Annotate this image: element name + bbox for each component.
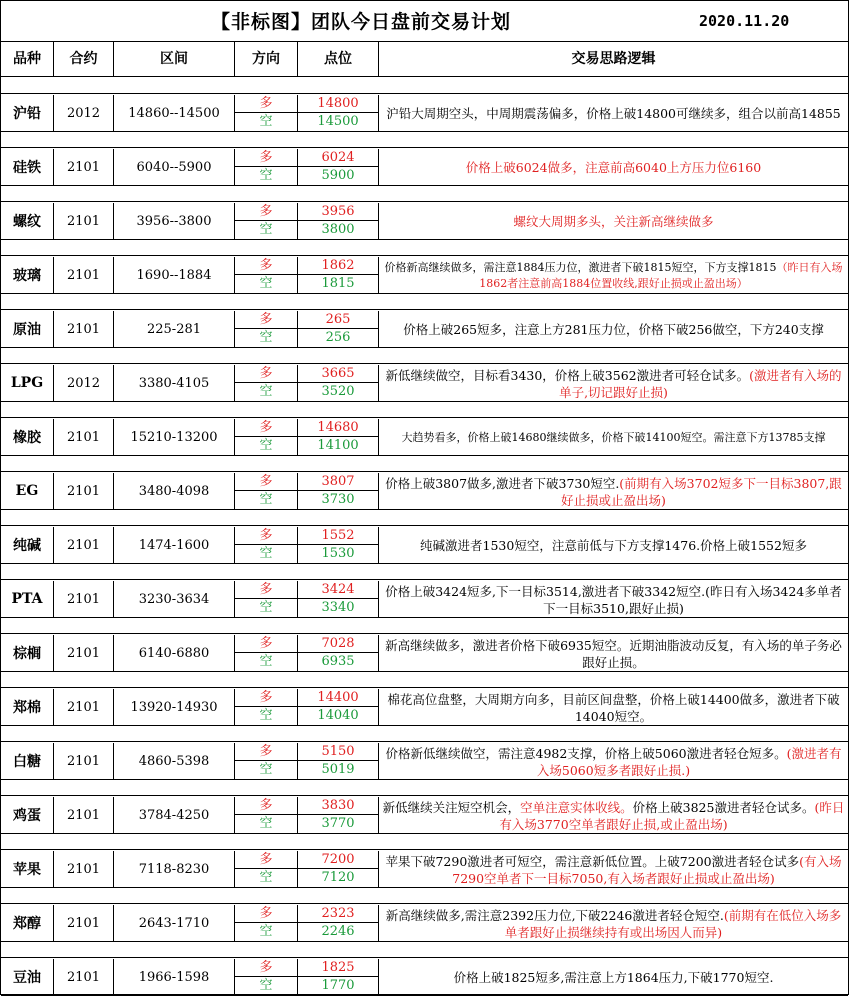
logic-cell bbox=[379, 203, 848, 239]
logic-cell bbox=[379, 95, 848, 131]
long-direction-label: 多 bbox=[235, 257, 297, 275]
variety-cell: 橡胶 bbox=[1, 419, 54, 455]
short-direction-label: 空 bbox=[259, 276, 273, 291]
contract-cell: 2101 bbox=[54, 203, 114, 239]
logic-text bbox=[382, 798, 845, 833]
long-level-value: 2323 bbox=[298, 905, 378, 923]
contract-cell: 2101 bbox=[54, 419, 114, 455]
long-direction-label: 多 bbox=[235, 149, 297, 167]
short-direction-label: 空 bbox=[259, 600, 273, 615]
column-header-row bbox=[1, 42, 848, 77]
logic-cell bbox=[379, 635, 848, 671]
short-direction-label: 空 bbox=[259, 114, 273, 129]
logic-cell bbox=[379, 743, 848, 779]
table-row bbox=[1, 743, 848, 780]
level-cell bbox=[298, 581, 379, 617]
logic-segment: 棉花高位盘整，大周期方向多，目前区间盘整，价格上破14400做多，激进者下破14040短空。 bbox=[387, 691, 840, 724]
logic-segment: 空单注意实体收线。 bbox=[520, 799, 633, 815]
long-direction-label: 多 bbox=[235, 689, 297, 707]
range-cell: 6040--5900 bbox=[114, 149, 235, 185]
table-row bbox=[1, 473, 848, 510]
variety-cell: PTA bbox=[1, 581, 54, 617]
long-level-value: 3665 bbox=[298, 365, 378, 383]
row-separator bbox=[1, 633, 848, 634]
short-level-value: 6935 bbox=[321, 654, 355, 669]
direction-cell bbox=[235, 905, 298, 941]
logic-segment: (激进者有入场5060短多者跟好止损.) bbox=[536, 745, 842, 778]
direction-cell bbox=[235, 743, 298, 779]
short-direction-label: 空 bbox=[259, 168, 273, 183]
direction-cell bbox=[235, 635, 298, 671]
table-row bbox=[1, 365, 848, 402]
long-level-value: 14680 bbox=[298, 419, 378, 437]
logic-cell bbox=[379, 311, 848, 347]
variety-cell: 郑棉 bbox=[1, 689, 54, 725]
direction-cell bbox=[235, 473, 298, 509]
short-level-value: 3340 bbox=[321, 600, 355, 615]
long-direction-label: 多 bbox=[235, 905, 297, 923]
level-cell bbox=[298, 149, 379, 185]
logic-segment: 纯碱激进者1530短空，注意前低与下方支撑1476.价格上破1552短多 bbox=[420, 538, 807, 553]
level-cell bbox=[298, 959, 379, 995]
logic-cell bbox=[379, 527, 848, 563]
logic-cell bbox=[379, 419, 848, 455]
row-separator bbox=[1, 93, 848, 94]
long-level-value: 5150 bbox=[298, 743, 378, 761]
logic-segment: 新低继续做空，目标看3430，价格上破3562激进者可轻仓试多。 bbox=[385, 367, 750, 383]
logic-segment: (有入场7290空单者下一目标7050,有入场者跟好止损或止盈出场) bbox=[452, 853, 842, 886]
logic-text bbox=[382, 852, 845, 887]
variety-cell: 硅铁 bbox=[1, 149, 54, 185]
logic-text bbox=[382, 474, 845, 509]
row-separator bbox=[1, 849, 848, 850]
short-level-value: 3800 bbox=[321, 222, 355, 237]
row-separator bbox=[1, 417, 848, 418]
table-row bbox=[1, 959, 848, 996]
range-cell: 1474-1600 bbox=[114, 527, 235, 563]
range-cell: 14860--14500 bbox=[114, 95, 235, 131]
logic-segment: (昨日有入场3770空单者跟好止损,或止盈出场) bbox=[499, 799, 845, 832]
level-cell bbox=[298, 311, 379, 347]
logic-segment: 价格上破3807做多,激进者下破3730短空. bbox=[385, 475, 620, 491]
short-direction-label: 空 bbox=[259, 708, 273, 723]
header-variety: 品种 bbox=[1, 42, 54, 76]
range-cell: 6140-6880 bbox=[114, 635, 235, 671]
long-direction-label: 多 bbox=[235, 95, 297, 113]
logic-cell bbox=[379, 851, 848, 887]
short-level-value: 2246 bbox=[321, 924, 355, 939]
short-level-value: 3520 bbox=[321, 384, 355, 399]
short-level-value: 5900 bbox=[321, 168, 355, 183]
logic-text bbox=[382, 96, 845, 131]
range-cell: 1690--1884 bbox=[114, 257, 235, 293]
direction-cell bbox=[235, 419, 298, 455]
logic-text bbox=[382, 150, 845, 185]
row-separator bbox=[1, 471, 848, 472]
short-direction-label: 空 bbox=[259, 438, 273, 453]
level-cell bbox=[298, 743, 379, 779]
logic-text bbox=[382, 312, 845, 347]
long-direction-label: 多 bbox=[235, 581, 297, 599]
row-separator bbox=[1, 255, 848, 256]
short-level-value: 3770 bbox=[321, 816, 355, 831]
header-range: 区间 bbox=[114, 42, 235, 76]
direction-cell bbox=[235, 149, 298, 185]
contract-cell: 2101 bbox=[54, 851, 114, 887]
range-cell: 15210-13200 bbox=[114, 419, 235, 455]
header-level: 点位 bbox=[298, 42, 379, 76]
long-level-value: 3830 bbox=[298, 797, 378, 815]
short-level-value: 1815 bbox=[321, 276, 355, 291]
short-level-value: 14500 bbox=[317, 114, 359, 129]
row-separator bbox=[1, 903, 848, 904]
level-cell bbox=[298, 527, 379, 563]
level-cell bbox=[298, 203, 379, 239]
long-level-value: 3807 bbox=[298, 473, 378, 491]
logic-segment: 价格上破265短多，注意上方281压力位，价格下破256做空，下方240支撑 bbox=[403, 322, 824, 337]
logic-segment: 价格新高继续做多，需注意1884压力位，激进者下破1815短空，下方支撑1815 bbox=[384, 260, 777, 274]
variety-cell: 白糖 bbox=[1, 743, 54, 779]
range-cell: 7118-8230 bbox=[114, 851, 235, 887]
logic-cell bbox=[379, 905, 848, 941]
row-separator bbox=[1, 795, 848, 796]
logic-segment: （昨日有入场1862者注意前高1884位置收线,跟好止损或止盈出场） bbox=[479, 260, 843, 290]
row-separator bbox=[1, 687, 848, 688]
contract-cell: 2101 bbox=[54, 797, 114, 833]
contract-cell: 2101 bbox=[54, 689, 114, 725]
logic-segment: 价格上破1825短多,需注意上方1864压力,下破1770短空. bbox=[453, 970, 774, 985]
logic-cell bbox=[379, 959, 848, 995]
short-direction-label: 空 bbox=[259, 924, 273, 939]
logic-segment: 新低继续关注短空机会， bbox=[382, 799, 521, 815]
variety-cell: 原油 bbox=[1, 311, 54, 347]
direction-cell bbox=[235, 689, 298, 725]
range-cell: 1966-1598 bbox=[114, 959, 235, 995]
long-level-value: 14800 bbox=[298, 95, 378, 113]
range-cell: 225-281 bbox=[114, 311, 235, 347]
contract-cell: 2101 bbox=[54, 527, 114, 563]
table-row bbox=[1, 95, 848, 132]
contract-cell: 2101 bbox=[54, 149, 114, 185]
logic-segment: 新高继续做多，激进者价格下破6935短空。近期油脂波动反复，有入场的单子务必跟好止损。 bbox=[385, 637, 842, 670]
logic-cell bbox=[379, 473, 848, 509]
logic-text bbox=[382, 528, 845, 563]
range-cell: 3784-4250 bbox=[114, 797, 235, 833]
direction-cell bbox=[235, 203, 298, 239]
title-bar bbox=[1, 1, 848, 42]
level-cell bbox=[298, 797, 379, 833]
logic-text bbox=[382, 258, 845, 293]
range-cell: 3480-4098 bbox=[114, 473, 235, 509]
level-cell bbox=[298, 905, 379, 941]
direction-cell bbox=[235, 95, 298, 131]
long-direction-label: 多 bbox=[235, 311, 297, 329]
logic-text bbox=[382, 906, 845, 941]
direction-cell bbox=[235, 851, 298, 887]
long-direction-label: 多 bbox=[235, 743, 297, 761]
level-cell bbox=[298, 473, 379, 509]
row-separator bbox=[1, 201, 848, 202]
short-level-value: 14100 bbox=[317, 438, 359, 453]
direction-cell bbox=[235, 527, 298, 563]
logic-text bbox=[382, 420, 845, 455]
long-level-value: 1552 bbox=[298, 527, 378, 545]
range-cell: 4860-5398 bbox=[114, 743, 235, 779]
logic-cell bbox=[379, 797, 848, 833]
logic-text bbox=[382, 366, 845, 401]
header-logic: 交易思路逻辑 bbox=[571, 51, 656, 67]
contract-cell: 2101 bbox=[54, 743, 114, 779]
row-separator bbox=[1, 525, 848, 526]
contract-cell: 2101 bbox=[54, 311, 114, 347]
short-direction-label: 空 bbox=[259, 870, 273, 885]
table-row bbox=[1, 257, 848, 294]
logic-text bbox=[382, 690, 845, 725]
logic-cell bbox=[379, 149, 848, 185]
short-level-value: 7120 bbox=[321, 870, 355, 885]
plan-date: 2020.11.20 bbox=[699, 12, 790, 30]
level-cell bbox=[298, 365, 379, 401]
row-separator bbox=[1, 579, 848, 580]
long-level-value: 1825 bbox=[298, 959, 378, 977]
variety-cell: EG bbox=[1, 473, 54, 509]
direction-cell bbox=[235, 797, 298, 833]
long-direction-label: 多 bbox=[235, 635, 297, 653]
contract-cell: 2101 bbox=[54, 257, 114, 293]
table-row bbox=[1, 797, 848, 834]
table-row bbox=[1, 203, 848, 240]
long-level-value: 7200 bbox=[298, 851, 378, 869]
table-row bbox=[1, 689, 848, 726]
range-cell: 3380-4105 bbox=[114, 365, 235, 401]
short-direction-label: 空 bbox=[259, 384, 273, 399]
long-direction-label: 多 bbox=[235, 851, 297, 869]
long-direction-label: 多 bbox=[235, 419, 297, 437]
range-cell: 3956--3800 bbox=[114, 203, 235, 239]
contract-cell: 2012 bbox=[54, 365, 114, 401]
variety-cell: 苹果 bbox=[1, 851, 54, 887]
header-direction: 方向 bbox=[235, 42, 298, 76]
long-direction-label: 多 bbox=[235, 203, 297, 221]
short-direction-label: 空 bbox=[259, 492, 273, 507]
logic-segment: 沪铅大周期空头，中周期震荡偏多，价格上破14800可继续多，组合以前高14855 bbox=[386, 106, 841, 121]
variety-cell: 玻璃 bbox=[1, 257, 54, 293]
logic-text bbox=[382, 582, 845, 617]
logic-text bbox=[382, 636, 845, 671]
logic-segment: 大趋势看多，价格上破14680继续做多，价格下破14100短空。需注意下方13785支撑 bbox=[401, 430, 826, 444]
logic-segment: 苹果下破7290激进者可短空，需注意新低位置。上破7200激进者轻仓试多 bbox=[385, 853, 800, 869]
short-direction-label: 空 bbox=[259, 222, 273, 237]
long-level-value: 3956 bbox=[298, 203, 378, 221]
logic-segment: 价格上破6024做多，注意前高6040上方压力位6160 bbox=[465, 160, 762, 175]
direction-cell bbox=[235, 257, 298, 293]
variety-cell: LPG bbox=[1, 365, 54, 401]
contract-cell: 2101 bbox=[54, 905, 114, 941]
header-contract: 合约 bbox=[54, 42, 114, 76]
long-level-value: 1862 bbox=[298, 257, 378, 275]
logic-cell bbox=[379, 365, 848, 401]
long-level-value: 14400 bbox=[298, 689, 378, 707]
range-cell: 2643-1710 bbox=[114, 905, 235, 941]
variety-cell: 棕榈 bbox=[1, 635, 54, 671]
level-cell bbox=[298, 419, 379, 455]
logic-text bbox=[382, 204, 845, 239]
short-direction-label: 空 bbox=[259, 816, 273, 831]
row-separator bbox=[1, 363, 848, 364]
short-level-value: 1770 bbox=[321, 978, 355, 993]
direction-cell bbox=[235, 311, 298, 347]
short-direction-label: 空 bbox=[259, 978, 273, 993]
contract-cell: 2012 bbox=[54, 95, 114, 131]
short-direction-label: 空 bbox=[259, 654, 273, 669]
table-row bbox=[1, 851, 848, 888]
table-row bbox=[1, 527, 848, 564]
short-direction-label: 空 bbox=[259, 330, 273, 345]
variety-cell: 郑醇 bbox=[1, 905, 54, 941]
logic-cell bbox=[379, 257, 848, 293]
contract-cell: 2101 bbox=[54, 959, 114, 995]
range-cell: 3230-3634 bbox=[114, 581, 235, 617]
long-direction-label: 多 bbox=[235, 473, 297, 491]
row-separator bbox=[1, 741, 848, 742]
logic-segment: 新高继续做多,需注意2392压力位,下破2246激进者轻仓短空. bbox=[385, 907, 724, 923]
variety-cell: 豆油 bbox=[1, 959, 54, 995]
logic-cell bbox=[379, 689, 848, 725]
level-cell bbox=[298, 95, 379, 131]
short-level-value: 1530 bbox=[321, 546, 355, 561]
contract-cell: 2101 bbox=[54, 581, 114, 617]
level-cell bbox=[298, 257, 379, 293]
long-level-value: 7028 bbox=[298, 635, 378, 653]
logic-segment: 价格新低继续做空，需注意4982支撑，价格上破5060激进者轻仓短多。 bbox=[385, 745, 787, 761]
long-direction-label: 多 bbox=[235, 365, 297, 383]
contract-cell: 2101 bbox=[54, 635, 114, 671]
logic-text bbox=[382, 744, 845, 779]
short-level-value: 256 bbox=[325, 330, 351, 345]
table-row bbox=[1, 635, 848, 672]
level-cell bbox=[298, 689, 379, 725]
table-row bbox=[1, 905, 848, 942]
short-direction-label: 空 bbox=[259, 762, 273, 777]
sheet-title: 【非标图】团队今日盘前交易计划 bbox=[211, 11, 512, 33]
variety-cell: 沪铅 bbox=[1, 95, 54, 131]
long-level-value: 6024 bbox=[298, 149, 378, 167]
table-row bbox=[1, 419, 848, 456]
direction-cell bbox=[235, 365, 298, 401]
long-direction-label: 多 bbox=[235, 959, 297, 977]
table-row bbox=[1, 581, 848, 618]
short-level-value: 5019 bbox=[321, 762, 355, 777]
direction-cell bbox=[235, 581, 298, 617]
row-separator bbox=[1, 309, 848, 310]
level-cell bbox=[298, 851, 379, 887]
logic-segment: 价格上破3424短多,下一目标3514,激进者下破3342短空.(昨日有入场3424多单者下一目标3510,跟好止损) bbox=[385, 583, 842, 616]
logic-text bbox=[382, 960, 845, 995]
variety-cell: 螺纹 bbox=[1, 203, 54, 239]
range-cell: 13920-14930 bbox=[114, 689, 235, 725]
level-cell bbox=[298, 635, 379, 671]
variety-cell: 纯碱 bbox=[1, 527, 54, 563]
logic-segment: (激进者有入场的单子,切记跟好止损) bbox=[559, 367, 842, 400]
long-direction-label: 多 bbox=[235, 797, 297, 815]
long-level-value: 3424 bbox=[298, 581, 378, 599]
short-level-value: 14040 bbox=[317, 708, 359, 723]
logic-segment: (前期有在低位入场多单者跟好止损继续持有或出场因人而异) bbox=[504, 907, 842, 940]
variety-cell: 鸡蛋 bbox=[1, 797, 54, 833]
short-direction-label: 空 bbox=[259, 546, 273, 561]
long-level-value: 265 bbox=[298, 311, 378, 329]
logic-segment: (前期有入场3702短多下一目标3807,跟好止损或止盈出场) bbox=[561, 475, 842, 508]
logic-segment: 螺纹大周期多头，关注新高继续做多 bbox=[513, 214, 714, 229]
long-direction-label: 多 bbox=[235, 527, 297, 545]
row-separator bbox=[1, 957, 848, 958]
contract-cell: 2101 bbox=[54, 473, 114, 509]
direction-cell bbox=[235, 959, 298, 995]
logic-segment: 价格上破3825激进者轻仓试多。 bbox=[632, 799, 815, 815]
row-separator bbox=[1, 147, 848, 148]
table-row bbox=[1, 149, 848, 186]
logic-cell bbox=[379, 581, 848, 617]
table-row bbox=[1, 311, 848, 348]
short-level-value: 3730 bbox=[321, 492, 355, 507]
